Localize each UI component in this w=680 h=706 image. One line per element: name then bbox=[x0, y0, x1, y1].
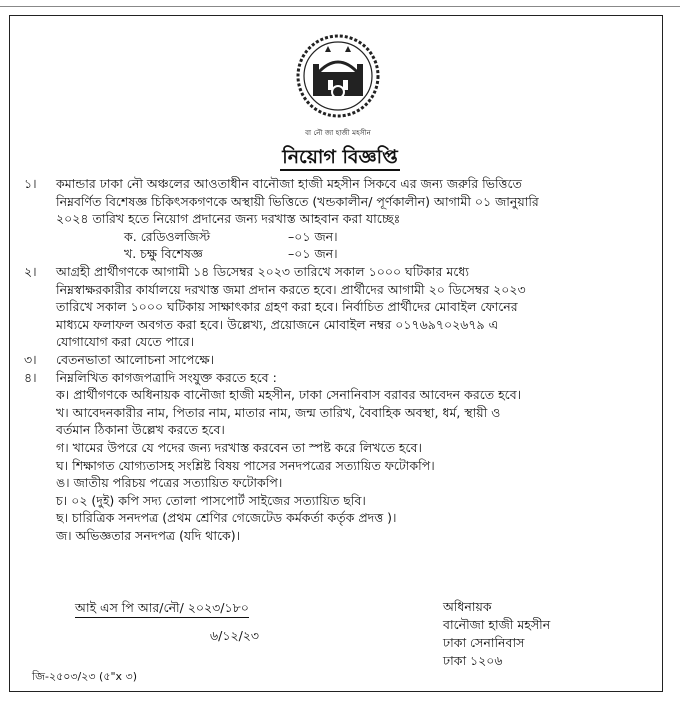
document-requirement: জ। অভিজ্ঞতার সনদপত্র (যদি থাকে)। bbox=[56, 527, 241, 543]
document-requirement: চ। ০২ (দুই) কপি সদ্য তোলা পাসপোর্ট সাইজের সত্যায়িত ছবি। bbox=[56, 492, 366, 508]
notice-title: নিয়োগ বিজ্ঞপ্তি bbox=[0, 143, 680, 175]
item-text-line: বেতনভাতা আলোচনা সাপেক্ষে। bbox=[56, 351, 215, 367]
item-1 bbox=[24, 175, 656, 263]
item-text-line: মাধ্যমে ফলাফল অবগত করা হবে। উল্লেখ্য, প্রয়োজনে মোবাইল নম্বর ০১৭৬৯৭০২৬৭৯ এ bbox=[56, 316, 499, 332]
document-requirement: খ। আবেদনকারীর নাম, পিতার নাম, মাতার নাম, জন্ম তারিখ, বৈবাহিক অবস্থা, ধর্ম, স্থায়ী ও bbox=[56, 404, 501, 420]
signatory-location: ঢাকা সেনানিবাস bbox=[443, 635, 525, 650]
reference-block bbox=[75, 600, 260, 643]
item-2 bbox=[24, 263, 656, 351]
post-row bbox=[124, 245, 656, 263]
item-number: ২। bbox=[24, 263, 37, 279]
item-text-line: কমান্ডার ঢাকা নৌ অঞ্চলের আওতাধীন বানৌজা হাজী মহসীন সিকবে এর জন্য জরুরি ভিত্তিতে bbox=[56, 176, 522, 191]
document-requirement: ঙ। জাতীয় পরিচয় পত্রের সত্যায়িত ফটোকপি। bbox=[56, 475, 283, 491]
item-number: ৩। bbox=[24, 351, 37, 367]
emblem-caption: বা নৌ জা হাজী মহসীন bbox=[305, 129, 371, 137]
signatory-unit: বানৌজা হাজী মহসীন bbox=[443, 617, 551, 632]
document-requirement: ছ। চারিত্রিক সনদপত্র (প্রথম শ্রেণির গেজেটেড কর্মকর্তা কর্তৃক প্রদত্ত )। bbox=[56, 510, 397, 526]
post-row bbox=[124, 228, 656, 246]
item-text-line: আগ্রহী প্রার্থীগণকে আগামী ১৪ ডিসেম্বর ২০২৩ তারিখে সকাল ১০০০ ঘটিকার মধ্যে bbox=[56, 263, 469, 279]
reference-number: আই এস পি আর/নৌ/ ২০২৩/১৮০ bbox=[75, 600, 249, 618]
item-text-line: নিম্নবর্ণিত বিশেষজ্ঞ চিকিৎসকগণকে অস্থায়ী ভিত্তিতে (খন্ডকালীন/ পূর্ণকালীন) আগামী ০১ জানুয়ারি bbox=[56, 193, 539, 209]
item-number: ৪। bbox=[24, 369, 37, 385]
item-text-line: তারিখে সকাল ১০০০ ঘটিকায় সাক্ষাৎকার গ্রহণ করা হবে। নির্বাচিত প্রার্থীদের মোবাইল ফোনের bbox=[56, 299, 518, 315]
notice-body bbox=[24, 175, 656, 544]
item-text-line: যোগাযোগ করা যেতে পারে। bbox=[56, 334, 195, 350]
document-requirement: ঘ। শিক্ষাগত যোগ্যতাসহ সংশ্লিষ্ট বিষয় পাসের সনদপত্রের সত্যায়িত ফটোকপি। bbox=[56, 457, 435, 473]
document-requirement-cont: বর্তমান ঠিকানা উল্লেখ করতে হবে। bbox=[56, 422, 225, 438]
item-3 bbox=[24, 351, 656, 369]
item-4 bbox=[24, 369, 656, 545]
item-number: ১। bbox=[24, 176, 37, 191]
signatory-city: ঢাকা ১২০৬ bbox=[443, 653, 503, 668]
post-count: –০১ জন। bbox=[288, 228, 338, 244]
item-text-line: ২০২৪ তারিখ হতে নিয়োগ প্রদানের জন্য দরখাস্ত আহবান করা যাচ্ছেঃ bbox=[56, 211, 401, 227]
signatory-block bbox=[443, 598, 550, 670]
top-divider bbox=[0, 6, 680, 7]
item-text-line: নিম্নস্বাক্ষরকারীর কার্যালয়ে দরখাস্ত জমা প্রদান করতে হবে। প্রার্থীদের আগামী ২০ ডিসেম্বর ২০২৩ bbox=[56, 281, 526, 297]
document-requirement: গ। খামের উপরে যে পদের জন্য দরখাস্ত করবেন তা স্পষ্ট করে লিখতে হবে। bbox=[56, 439, 422, 455]
post-label: খ. চক্ষু বিশেষজ্ঞ bbox=[124, 246, 203, 262]
post-count: –০১ জন। bbox=[288, 246, 338, 262]
signatory-title: অধিনায়ক bbox=[443, 599, 492, 614]
navy-emblem-icon bbox=[295, 30, 381, 122]
document-requirement: ক। প্রার্থীগণকে অধিনায়ক বানৌজা হাজী মহসীন, ঢাকা সেনানিবাস বরাবর আবেদন করতে হবে। bbox=[56, 387, 522, 403]
post-label: ক. রেডিওলজিস্ট bbox=[124, 228, 211, 244]
footer-code: জি-২৫০৩/২৩ (৫"x ৩) bbox=[32, 670, 137, 683]
reference-date: ৬/১২/২৩ bbox=[210, 628, 260, 643]
item-text-line: নিম্নলিখিত কাগজপত্রাদি সংযুক্ত করতে হবে : bbox=[56, 369, 277, 385]
